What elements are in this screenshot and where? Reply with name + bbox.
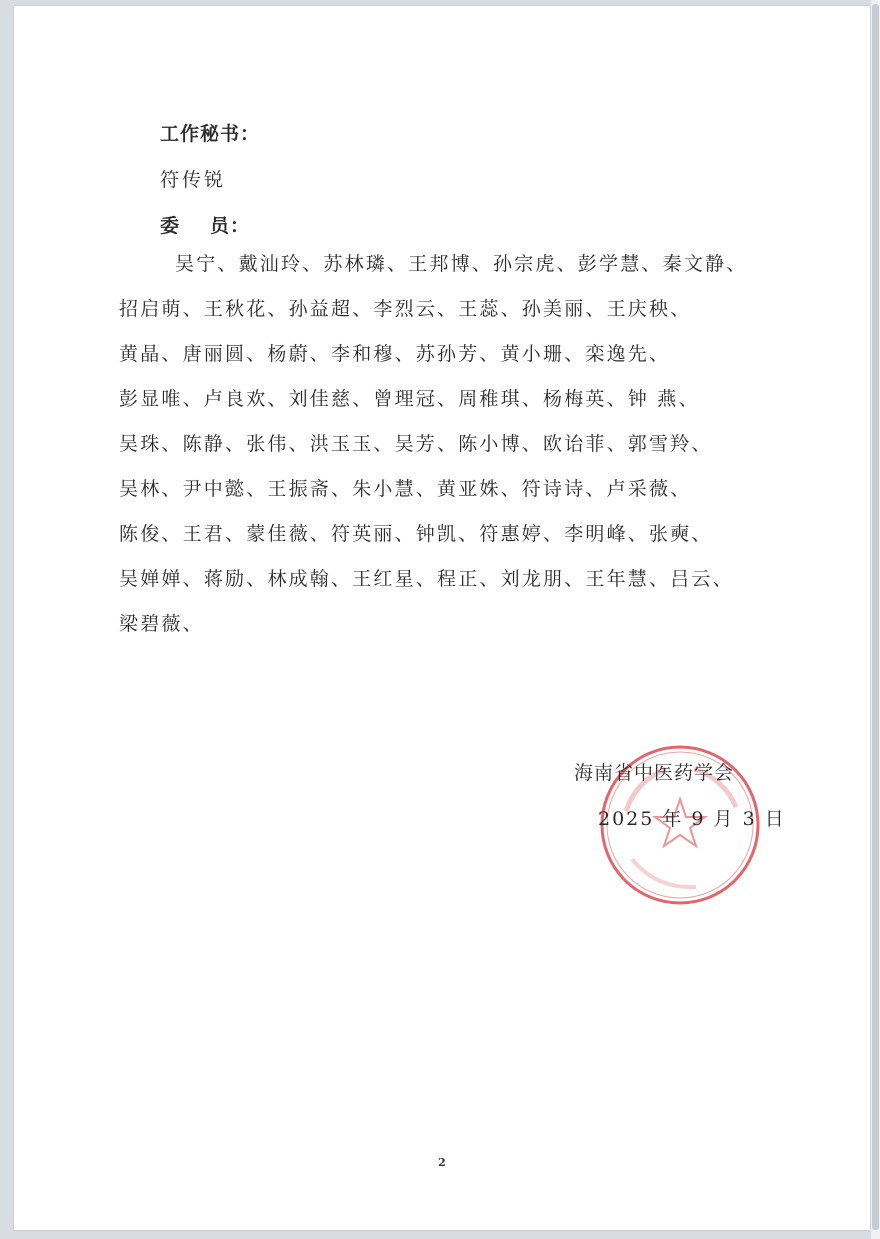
vertical-scrollbar[interactable]: [871, 0, 880, 1239]
member-line: 彭显唯、卢良欢、刘佳慈、曾理冠、周稚琪、杨梅英、钟 燕、: [119, 388, 700, 410]
members-heading: [160, 211, 250, 238]
members-heading-part-b: 员：: [210, 215, 251, 237]
member-line: 吴珠、陈静、张伟、洪玉玉、吴芳、陈小博、欧诒菲、郭雪羚、: [119, 433, 713, 455]
member-line: 吴林、尹中懿、王振斋、朱小慧、黄亚姝、符诗诗、卢采薇、: [119, 478, 692, 500]
member-list: [119, 250, 819, 655]
member-line: 招启萌、王秋花、孙益超、李烈云、王蕊、孙美丽、王庆秧、: [119, 298, 692, 320]
members-heading-part-a: 委: [160, 215, 181, 237]
member-line: 陈俊、王君、蒙佳薇、符英丽、钟凯、符惠婷、李明峰、张奭、: [119, 523, 713, 545]
signature-block: [574, 758, 786, 831]
document-page: [14, 6, 870, 1230]
member-line: 梁碧薇、: [119, 613, 204, 635]
organization-name: 海南省中医药学会: [574, 762, 735, 784]
page-number: 2: [438, 1156, 446, 1169]
member-line: 黄晶、唐丽圆、杨蔚、李和穆、苏孙芳、黄小珊、栾逸先、: [119, 343, 671, 365]
secretary-name: 符传锐: [160, 169, 227, 191]
signature-date: 2025 年 9 月 3 日: [598, 808, 786, 830]
secretary-heading: 工作秘书：: [160, 123, 261, 145]
member-line: 吴婵婵、蒋励、林成翰、王红星、程正、刘龙朋、王年慧、吕云、: [119, 568, 734, 590]
member-line: 吴宁、戴汕玲、苏林璘、王邦博、孙宗虎、彭学慧、秦文静、: [175, 253, 748, 275]
scrollbar-thumb[interactable]: [872, 4, 879, 1230]
